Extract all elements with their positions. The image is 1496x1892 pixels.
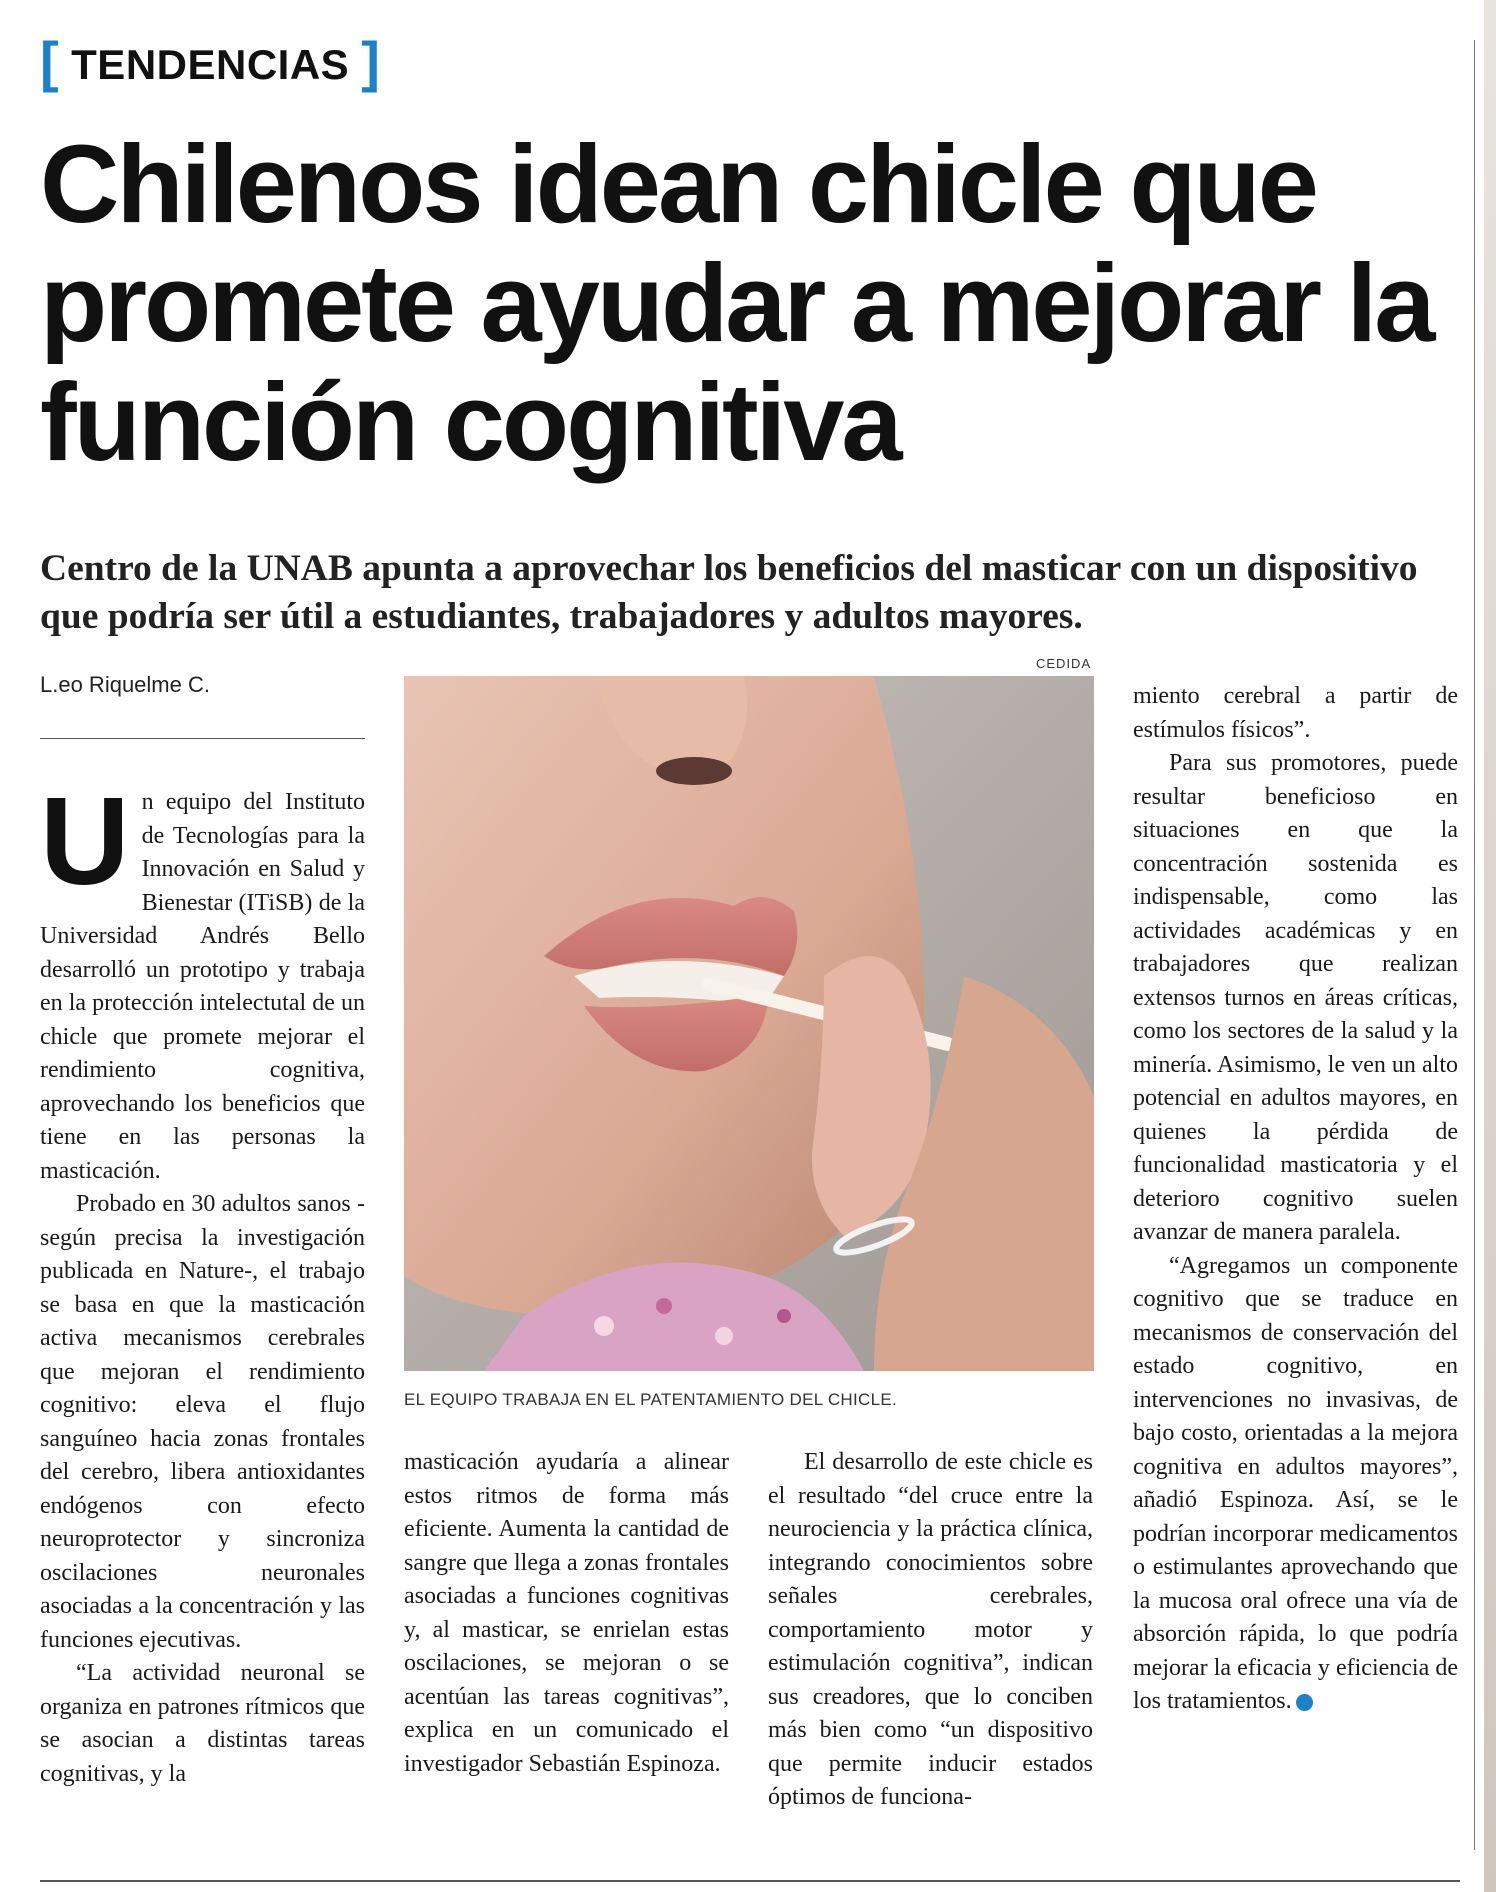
paragraph: Probado en 30 adultos sanos -según precisa la investigación publicada en Nature-, el trabajo se basa en que la masticación activa mecanismos cerebrales que mejoran el rendimiento cognitivo: eleva el flujo sanguíneo hacia zonas frontales del cerebro, libera antioxidantes endógenos con efecto neuroprotector y sincroniza oscilaciones neuronales asociadas a la concentración y las funciones ejecutivas. bbox=[40, 1191, 365, 1653]
section-tag bbox=[40, 30, 381, 93]
bracket-right-icon: ] bbox=[361, 30, 381, 93]
paragraph: n equipo del Instituto de Tecnologías para la Innovación en Salud y Bienestar (ITiSB) de la Universidad Andrés Bello desarrolló un prototipo y trabaja en la protección intelectutal de un chicle que promete mejorar el rendimiento cognitiva, aprovechando los beneficios que tiene en las personas la masticación. bbox=[40, 789, 365, 1184]
column-divider bbox=[1474, 40, 1475, 1850]
drop-cap: U bbox=[40, 773, 130, 911]
bracket-left-icon: [ bbox=[40, 30, 60, 93]
photo-caption: EL EQUIPO TRABAJA EN EL PATENTAMIENTO DEL CHICLE. bbox=[404, 1390, 898, 1409]
byline-rule bbox=[40, 738, 365, 739]
section-tag-label: TENDENCIAS bbox=[71, 41, 350, 88]
article-column-2 bbox=[404, 1446, 729, 1781]
article-column-1 bbox=[40, 773, 365, 1791]
article-photo bbox=[404, 676, 1094, 1371]
headline: Chilenos idean chicle que promete ayudar a mejorar la función cognitiva bbox=[40, 123, 1433, 484]
end-of-article-icon: ✪ bbox=[1296, 1694, 1313, 1711]
article-column-3 bbox=[768, 1446, 1093, 1815]
paragraph: masticación ayudaría a alinear estos ritmos de forma más eficiente. Aumenta la cantidad de sangre que llega a zonas frontales asociadas a funciones cognitivas y, al masticar, se enrielan estas oscilaciones, se mejoran o se acentúan las tareas cognitivas”, explica en un comunicado el investigador Sebastián Espinoza. bbox=[404, 1449, 729, 1777]
article-column-4 bbox=[1133, 680, 1458, 1719]
paragraph: miento cerebral a partir de estímulos físicos”. bbox=[1133, 683, 1458, 743]
photo-illustration bbox=[404, 676, 1094, 1371]
paragraph: Para sus promotores, puede resultar beneficioso en situaciones en que la concentración sostenida es indispensable, como las actividades académicas y en trabajadores que realizan extensos turnos en áreas críticas, como los sectores de la salud y la minería. Asimismo, le ven un alto potencial en adultos mayores, en quienes la pérdida de funcionalidad masticatoria y el deterioro cognitivo suelen avanzar de manera paralela. bbox=[1133, 750, 1458, 1245]
byline: L.eo Riquelme C. bbox=[40, 672, 210, 697]
bottom-rule bbox=[40, 1880, 1460, 1882]
deck-subtitle: Centro de la UNAB apunta a aprovechar los beneficios del masticar con un dispositivo que podría ser útil a estudiantes, trabajadores y adultos mayores. bbox=[40, 548, 1418, 637]
photo-credit: CEDIDA bbox=[1036, 656, 1092, 671]
paragraph bbox=[1133, 1250, 1458, 1719]
page-edge-strip bbox=[1484, 0, 1496, 1892]
paragraph: El desarrollo de este chicle es el resultado “del cruce entre la neurociencia y la práctica clínica, integrando conocimientos sobre señales cerebrales, comportamiento motor y estimulación cognitiva”, indican sus creadores, que lo conciben más bien como “un dispositivo que permite inducir estados óptimos de funciona- bbox=[768, 1449, 1093, 1810]
paragraph-text: “Agregamos un componente cognitivo que se traduce en mecanismos de conservación del estado cognitivo, en intervenciones no invasivas, de bajo costo, orientadas a la mejora cognitiva en adultos mayores”, añadió Espinoza. Así, se le podrían incorporar medicamentos o estimulantes aprovechando que la mucosa oral ofrece una vía de absorción rápida, lo que podría mejorar la eficacia y eficiencia de los tratamientos. bbox=[1133, 1252, 1458, 1714]
paragraph: “La actividad neuronal se organiza en patrones rítmicos que se asocian a distintas tareas cognitivas, y la bbox=[40, 1660, 365, 1787]
